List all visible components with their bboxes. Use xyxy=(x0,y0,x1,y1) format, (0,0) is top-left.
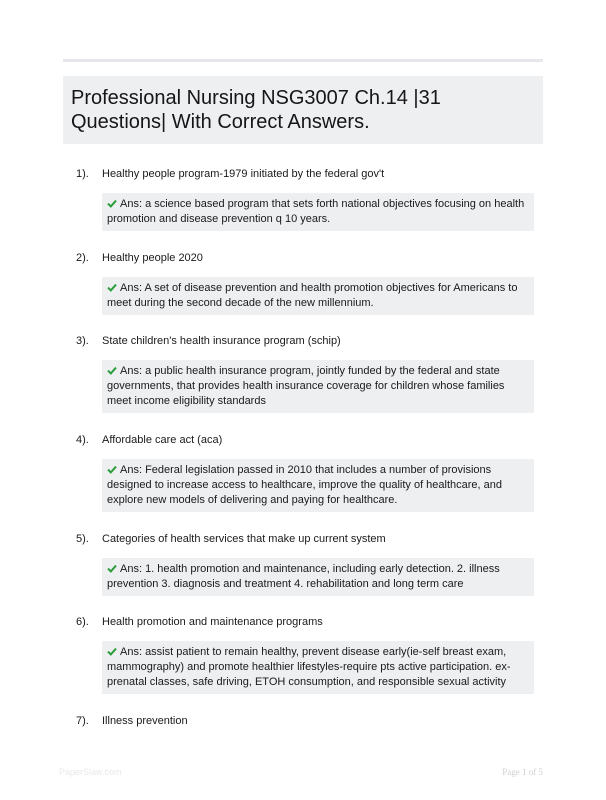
question-number: 1). xyxy=(76,168,89,180)
answer-box xyxy=(102,277,534,315)
check-icon xyxy=(107,564,117,573)
answer-text: Ans: a science based program that sets forth national objectives focusing on health promotion and disease prevention q 10 years. xyxy=(107,198,525,225)
question-number: 4). xyxy=(76,434,89,446)
question-number: 7). xyxy=(76,715,89,727)
answer-box xyxy=(102,558,534,596)
question-text: State children's health insurance program (schip) xyxy=(102,335,341,347)
answer-text: Ans: 1. health promotion and maintenance, including early detection. 2. illness prevention 3. diagnosis and treatment 4. rehabilitation and long term care xyxy=(107,563,500,590)
check-icon xyxy=(107,647,117,656)
question-text: Healthy people 2020 xyxy=(102,252,203,264)
check-icon xyxy=(107,199,117,208)
question-text: Healthy people program-1979 initiated by the federal gov't xyxy=(102,168,385,180)
answer-text: Ans: assist patient to remain healthy, prevent disease early(ie-self breast exam, mammography) and promote healthier lifestyles-require pts active participation. ex- prenatal classes, safe driving, ETOH consumption, and responsible sexual activity xyxy=(107,646,511,688)
page-number: Page 1 of 5 xyxy=(502,767,543,777)
question-text: Health promotion and maintenance programs xyxy=(102,616,323,628)
check-icon xyxy=(107,366,117,375)
question-number: 3). xyxy=(76,335,89,347)
question-number: 6). xyxy=(76,616,89,628)
check-icon xyxy=(107,283,117,292)
answer-box xyxy=(102,641,534,694)
answer-box xyxy=(102,193,534,231)
footer-watermark: PaperSlaw.com xyxy=(59,767,122,777)
question-number: 2). xyxy=(76,252,89,264)
answer-text: Ans: Federal legislation passed in 2010 that includes a number of provisions designed to increase access to healthcare, improve the quality of healthcare, and explore new models of delivering and paying for healthcare. xyxy=(107,464,503,506)
answer-box xyxy=(102,360,534,413)
question-text: Categories of health services that make up current system xyxy=(102,533,386,545)
document-title: Professional Nursing NSG3007 Ch.14 |31 Questions| With Correct Answers. xyxy=(71,87,441,133)
answer-text: Ans: a public health insurance program, jointly funded by the federal and state governments, that provides health insurance coverage for children whose families meet income eligibility standards xyxy=(107,365,505,407)
answer-text: Ans: A set of disease prevention and health promotion objectives for Americans to meet during the second decade of the new millennium. xyxy=(107,282,518,309)
check-icon xyxy=(107,465,117,474)
question-number: 5). xyxy=(76,533,89,545)
question-text: Illness prevention xyxy=(102,715,188,727)
question-text: Affordable care act (aca) xyxy=(102,434,223,446)
answer-box xyxy=(102,459,534,512)
